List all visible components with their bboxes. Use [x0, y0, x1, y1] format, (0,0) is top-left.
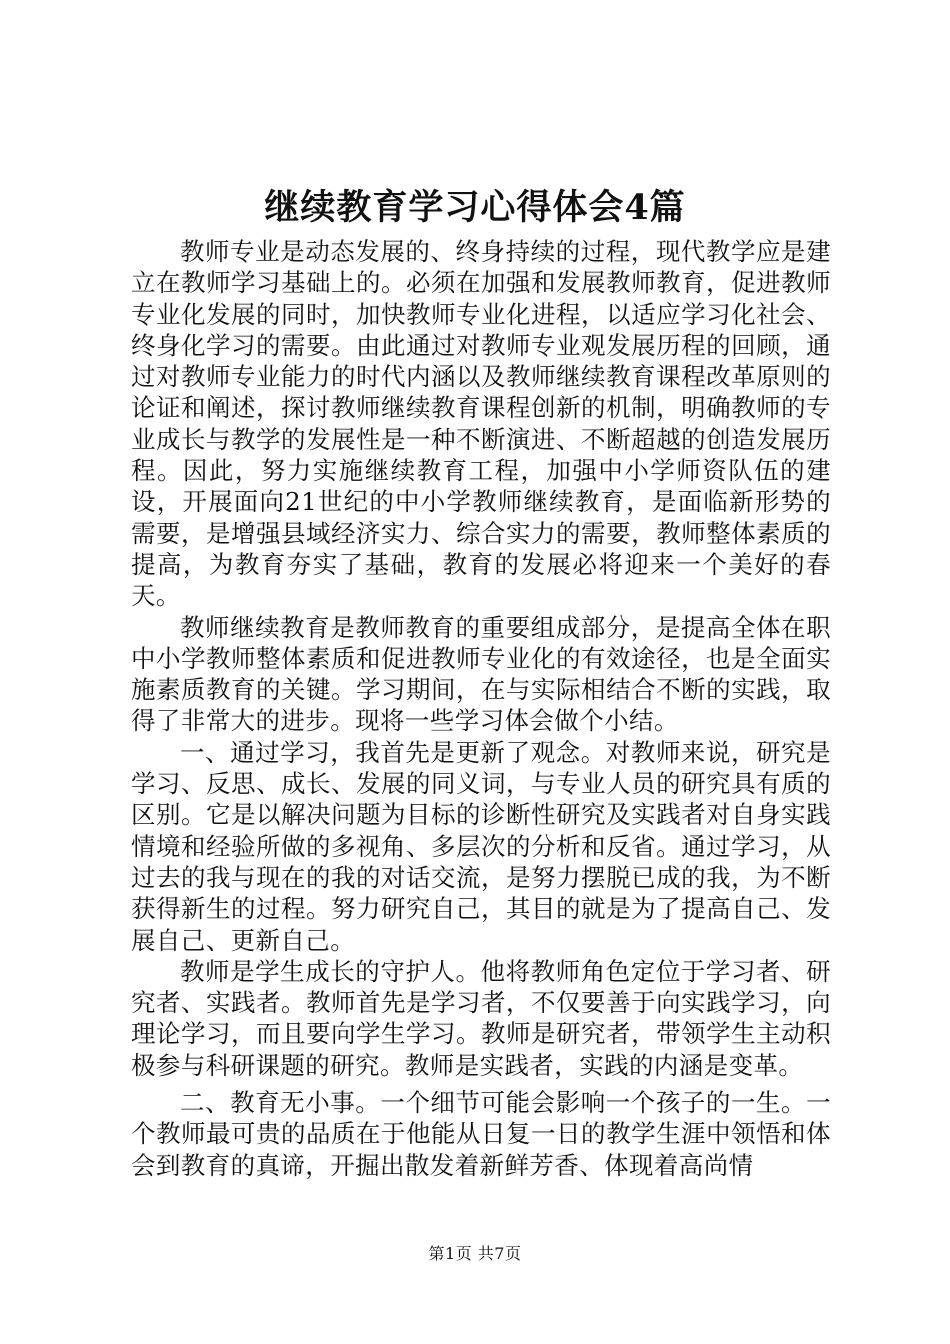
document-body	[131, 236, 831, 1181]
paragraph-5: 二、教育无小事。一个细节可能会影响一个孩子的一生。一个教师最可贵的品质在于他能从日复一日的教学生涯中领悟和体会到教育的真谛，开掘出散发着新鲜芳香、体现着高尚情	[131, 1088, 831, 1180]
paragraph-3: 一、通过学习，我首先是更新了观念。对教师来说，研究是学习、反思、成长、发展的同义词，与专业人员的研究具有质的区别。它是以解决问题为目标的诊断性研究及实践者对自身实践情境和经验所做的多视角、多层次的分析和反省。通过学习，从过去的我与现在的我的对话交流，是努力摆脱已成的我，为不断获得新生的过程。努力研究自己，其目的就是为了提高自己、发展自己、更新自己。	[131, 737, 831, 955]
paragraph-1: 教师专业是动态发展的、终身持续的过程，现代教学应是建立在教师学习基础上的。必须在加强和发展教师教育，促进教师专业化发展的同时，加快教师专业化进程，以适应学习化社会、终身化学习的需要。由此通过对教师专业观发展历程的回顾，通过对教师专业能力的时代内涵以及教师继续教育课程改革原则的论证和阐述，探讨教师继续教育课程创新的机制，明确教师的专业成长与教学的发展性是一种不断演进、不断超越的创造发展历程。因此，努力实施继续教育工程，加强中小学师资队伍的建设，开展面向21世纪的中小学教师继续教育，是面临新形势的需要，是增强县域经济实力、综合实力的需要，教师整体素质的提高，为教育夯实了基础，教育的发展必将迎来一个美好的春天。	[131, 237, 831, 611]
paragraph-2: 教师继续教育是教师教育的重要组成部分，是提高全体在职中小学教师整体素质和促进教师专业化的有效途径，也是全面实施素质教育的关键。学习期间，在与实际相结合不断的实践，取得了非常大的进步。现将一些学习体会做个小结。	[131, 612, 831, 736]
paragraph-4: 教师是学生成长的守护人。他将教师角色定位于学习者、研究者、实践者。教师首先是学习者，不仅要善于向实践学习，向理论学习，而且要向学生学习。教师是研究者，带领学生主动积极参与科研课题的研究。教师是实践者，实践的内涵是变革。	[131, 956, 831, 1080]
page-footer: 第1页 共7页	[428, 1244, 522, 1263]
document-title: 继续教育学习心得体会4篇	[264, 187, 686, 228]
